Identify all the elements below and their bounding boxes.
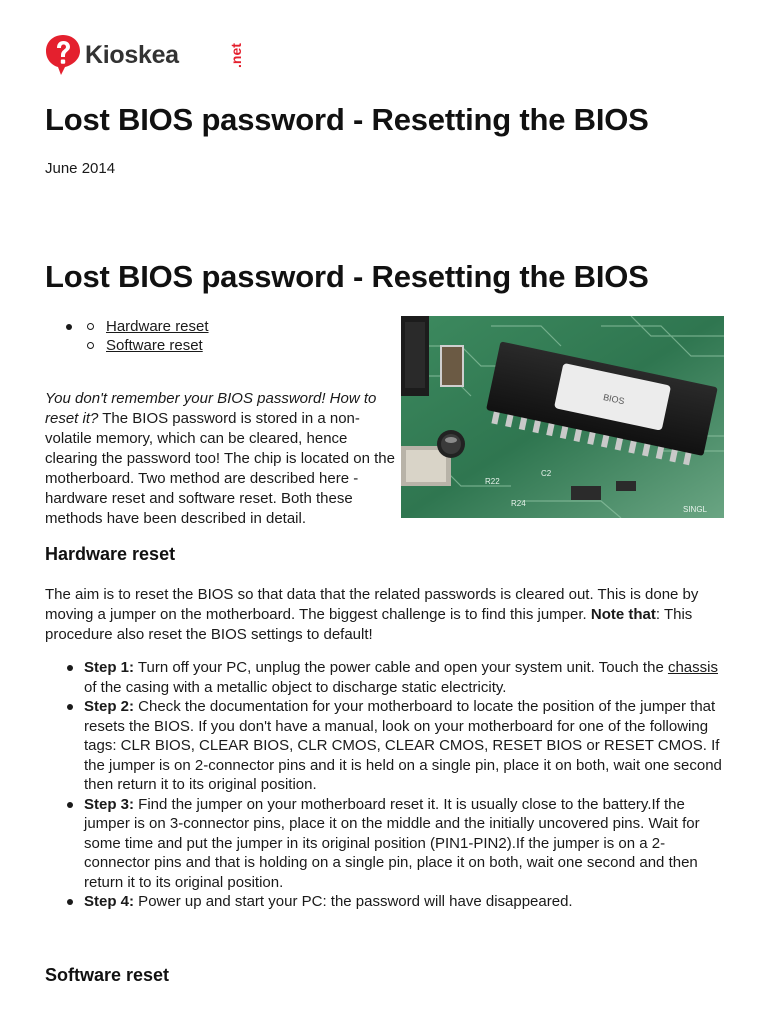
hardware-steps-list [45, 658, 725, 912]
step-label: Step 4: [84, 893, 135, 910]
pcb-label: R22 [485, 477, 500, 486]
step-text: Find the jumper on your motherboard reset it. It is usually close to the battery.If the jumper is on 3-connector pins, place it on the middle and the initially uncovered pins. Wait for some time and put the jumper in its original position (PIN1-PIN2).If the jumper is on a 2-connector pins and that is holding on a single pin, place it on both, wait one second and then return it to its original position. [84, 795, 700, 891]
toc-sub-bullet [87, 342, 94, 349]
bios-chip-illustration [401, 316, 724, 518]
logo-wordmark: Kioskea [85, 40, 179, 69]
list-item [45, 658, 725, 697]
hardware-intro-paragraph [45, 585, 725, 645]
publish-date: June 2014 [45, 160, 116, 177]
intro-question: You don't remember your BIOS password! How to reset it? [45, 390, 377, 427]
section-title: Lost BIOS password - Resetting the BIOS [45, 259, 649, 294]
software-reset-heading: Software reset [45, 965, 170, 985]
note-label: Note that [590, 606, 656, 623]
question-mark-logo-icon [45, 34, 81, 76]
chassis-link[interactable]: chassis [667, 659, 718, 676]
pcb-label: R24 [511, 499, 526, 508]
step-text: Turn off your PC, unplug the power cable and open your system unit. Touch the [134, 659, 668, 676]
step-label: Step 1: [84, 659, 135, 676]
step-text: of the casing with a metallic object to discharge static electricity. [84, 678, 507, 696]
step-label: Step 2: [84, 698, 135, 715]
logo-net-suffix: .net [228, 43, 244, 68]
step-text: Power up and start your PC: the password will have disappeared. [134, 893, 573, 910]
pcb-label: C2 [541, 469, 552, 478]
toc-item-software [106, 336, 203, 356]
toc-link-software-reset[interactable]: Software reset [106, 337, 203, 354]
intro-paragraph [45, 389, 400, 529]
list-item [45, 795, 725, 893]
pcb-label: SINGL [683, 505, 708, 514]
hardware-intro-text: The aim is to reset the BIOS so that data that the related passwords is cleared out. This is done by moving a jumper on the motherboard. The biggest challenge is to find this jumper. [45, 586, 699, 623]
page-title: Lost BIOS password - Resetting the BIOS [45, 102, 649, 137]
list-item [45, 892, 725, 912]
intro-text: The BIOS password is stored in a non-volatile memory, which can be cleared, hence clearing the password too! The chip is located on the motherboard. Two method are described here - hardware reset and software reset. Both these methods have been described in detail. [45, 410, 395, 527]
bios-chip-photo [401, 316, 724, 518]
kioskea-logo[interactable] [45, 34, 244, 76]
toc-item-hardware [106, 317, 209, 337]
chip-label: BIOS [602, 392, 626, 407]
hardware-reset-heading: Hardware reset [45, 544, 176, 564]
step-text: Check the documentation for your motherboard to locate the position of the jumper that resets the BIOS. If you don't have a manual, look on your motherboard for one of the following tags: CLR BIOS, CLEAR BIOS, CLR CMOS, CLEAR CMOS, RESET BIOS or RESET CMOS. If the jumper is on 2-connector pins and it is held on a single pin, place it on both, wait one second then return it to its original position. [84, 698, 722, 793]
step-label: Step 3: [84, 795, 135, 813]
note-text: : This procedure also reset the BIOS settings to default! [45, 606, 693, 643]
toc-sub-bullet [87, 323, 94, 330]
toc-bullet [66, 324, 72, 330]
list-item [45, 697, 725, 795]
toc-link-hardware-reset[interactable]: Hardware reset [106, 318, 209, 335]
